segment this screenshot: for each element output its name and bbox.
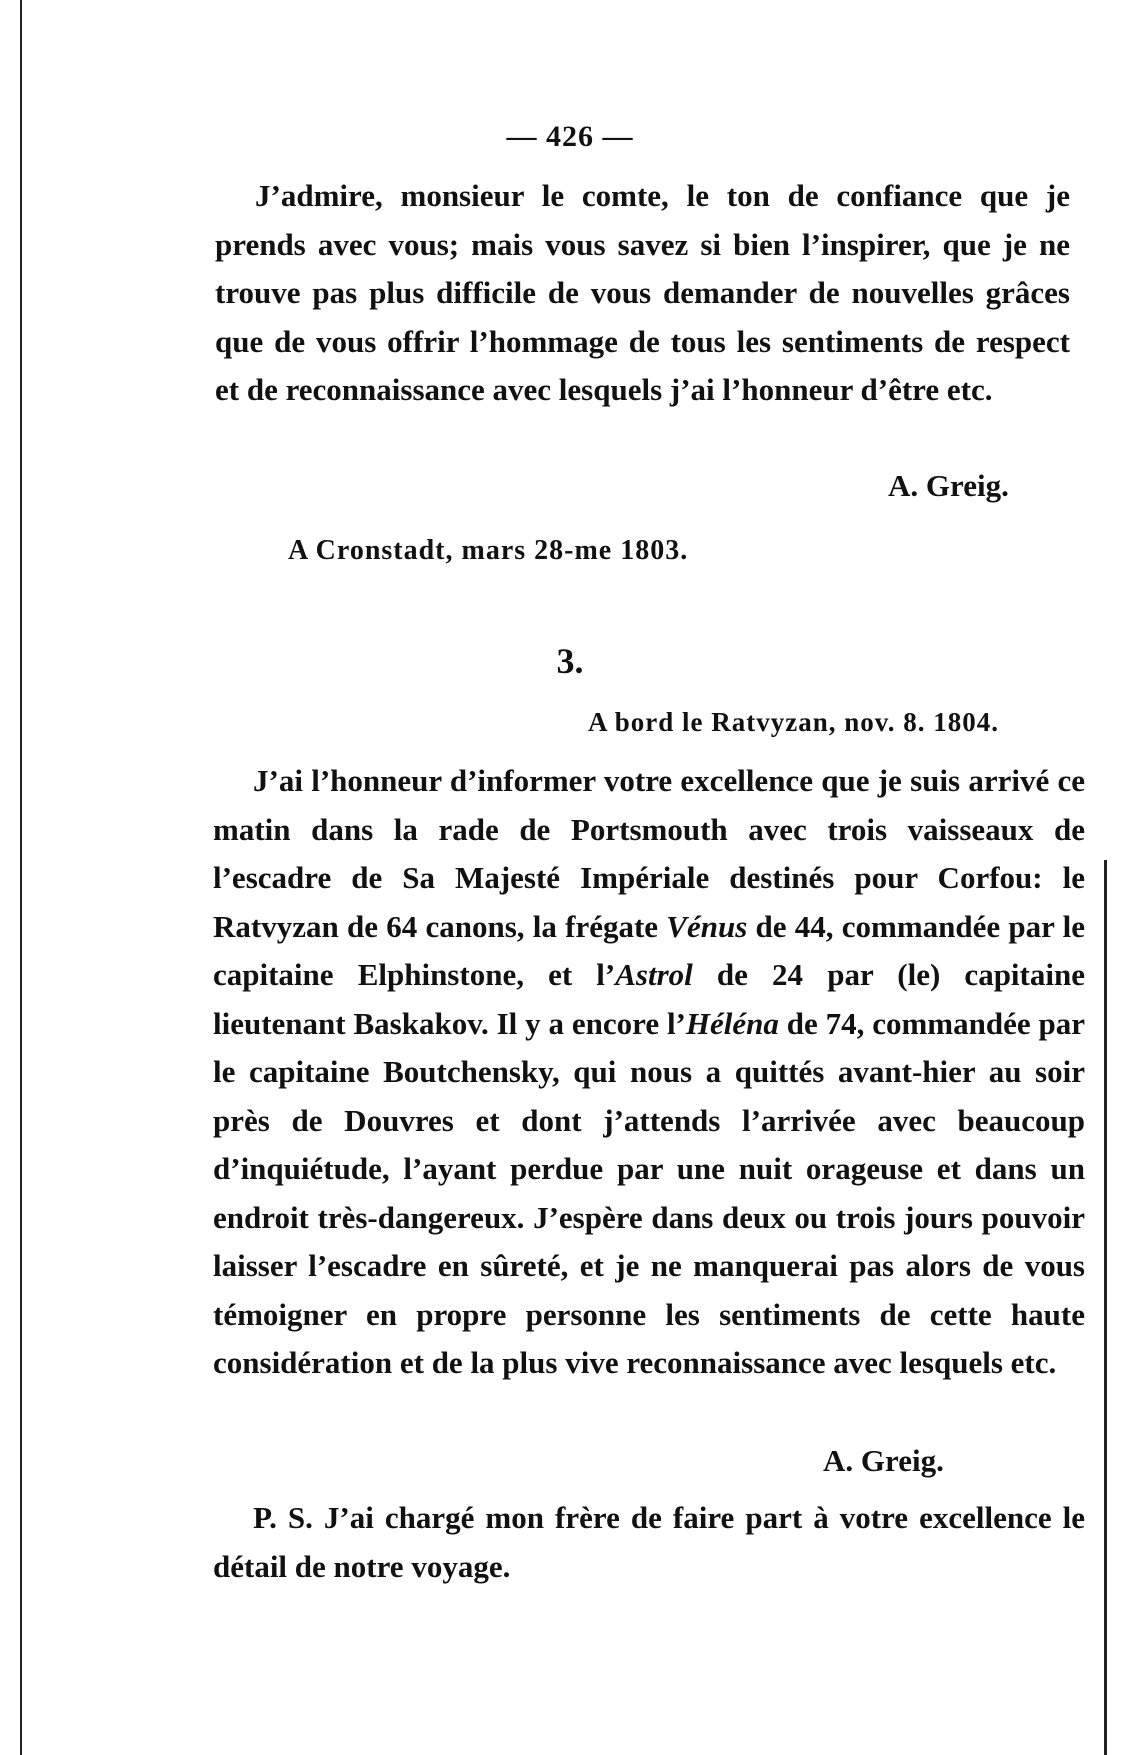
ship-name-astrol: Astrol [615, 957, 693, 992]
page-number: — 426 — [506, 120, 634, 153]
text-run: J’ai l’honneur d’informer votre excellence que je suis arrivé ce matin dans la rade de Portsmouth avec trois vaisseaux de l’escadre de Sa Majesté Impériale destinés pour Corfou: le Ratvyzan de 64 canons, la frégate [213, 763, 1085, 944]
letter-number: 3. [556, 641, 584, 681]
paragraph-text: J’admire, monsieur le comte, le ton de confiance que je prends avec vous; mais vous savez si bien l’inspirer, que je ne trouve pas plus difficile de vous demander de nouvelles grâces que de vous offrir l’hommage de tous les sentiments de respect et de reconnaissance avec lesquels j’ai l’honneur d’être etc. [215, 178, 1070, 407]
postscript [213, 1494, 1085, 1591]
text-run: de 74, commandée par le capitaine Boutchensky, qui nous a quittés avant-hier au soir près de Douvres et dont j’attends l’arrivée avec beaucoup d’inquiétude, l’ayant perdue par une nuit orageuse et dans un endroit très-dangereux. J’espère dans deux ou trois jours pouvoir laisser l’escadre en sûreté, et je ne manquerai pas alors de vous témoigner en propre personne les sentiments de cette haute considération et de la plus vive reconnaissance avec lesquels etc. [213, 1005, 1085, 1380]
scan-edge-right [1104, 860, 1107, 1755]
ship-name-helena: Héléna [685, 1005, 779, 1041]
paragraph-text [213, 757, 1085, 1388]
signature: A. Greig. [888, 468, 1009, 503]
letter-closing-paragraph [215, 172, 1070, 415]
scan-edge-left [20, 0, 22, 1755]
dateline: A Cronstadt, mars 28-me 1803. [288, 535, 689, 566]
text-run: de 44, commandée par le capitaine Elphinstone, et l’ [213, 908, 1085, 992]
text-run: de 24 par (le) capitaine lieutenant Baskakov. Il y a encore l’ [213, 957, 1085, 1041]
ship-name-venus: Vénus [666, 908, 748, 944]
signature: A. Greig. [823, 1443, 944, 1478]
dateline: A bord le Ratvyzan, nov. 8. 1804. [588, 707, 1000, 737]
letter-body-paragraph [213, 757, 1085, 1388]
postscript-text: P. S. J’ai chargé mon frère de faire part à votre excellence le détail de notre voyage. [213, 1500, 1085, 1584]
